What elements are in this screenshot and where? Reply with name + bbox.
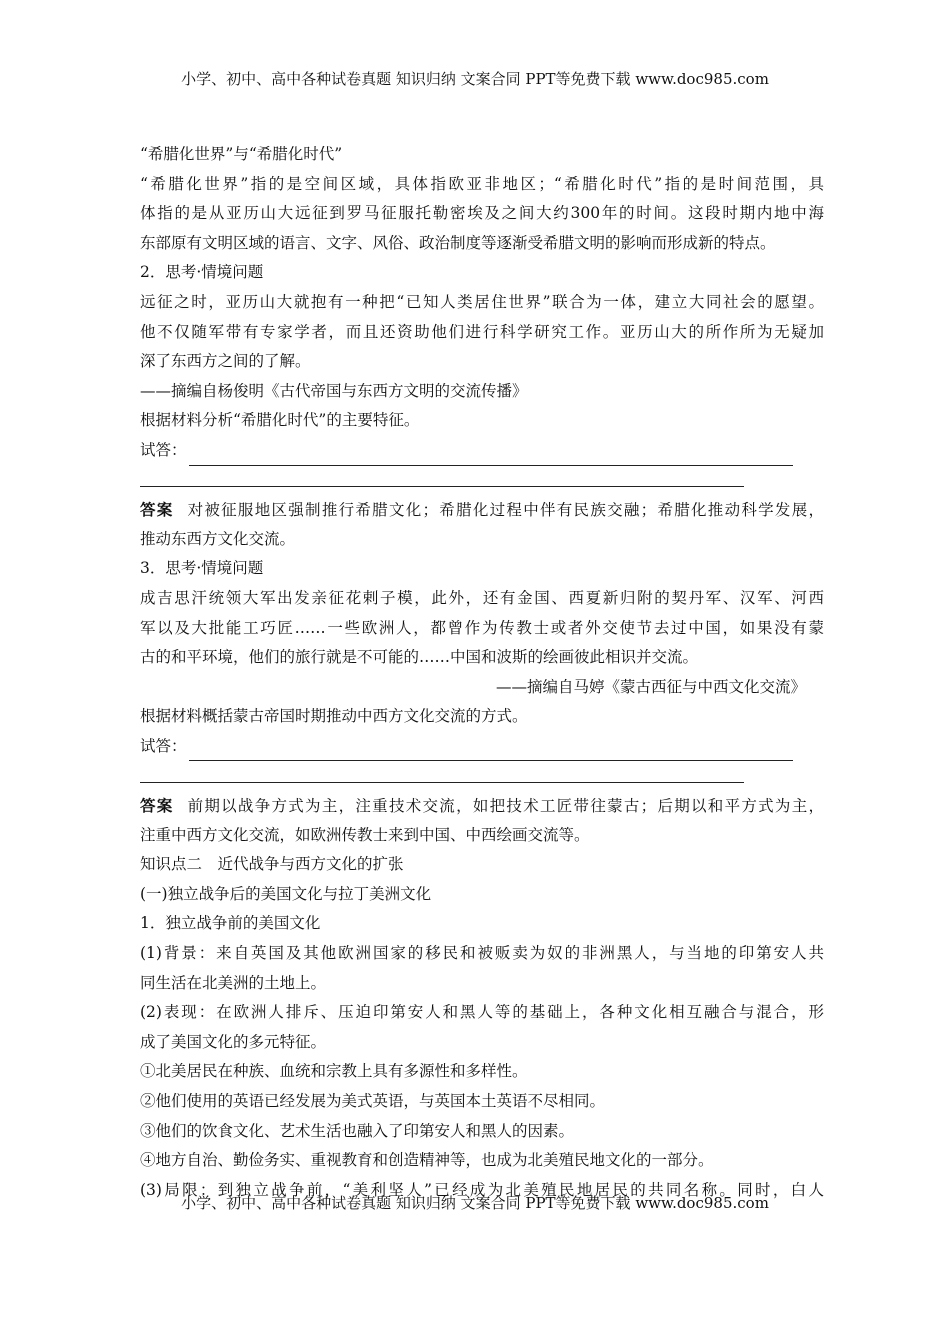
try-answer-label: 试答： bbox=[140, 736, 187, 755]
answer-blank-row bbox=[140, 732, 824, 762]
paragraph-line: 东部原有文明区域的语言、文字、风俗、政治制度等逐渐受希腊文明的影响而形成新的特点。 bbox=[140, 233, 776, 252]
paragraph-line: 成了美国文化的多元特征。 bbox=[140, 1032, 327, 1051]
paragraph-line: 体指的是从亚历山大远征到罗马征服托勒密埃及之间大约300年的时间。这段时期内地中海 bbox=[140, 204, 824, 223]
list-item: ④地方自治、勤俭务实、重视教育和创造精神等，也成为北美殖民地文化的一部分。 bbox=[140, 1151, 714, 1170]
material-line: 他不仅随军带有专家学者，而且还资助他们进行科学研究工作。亚历山大的所作所为无疑加 bbox=[140, 322, 824, 341]
knowledge-point-heading: 知识点二 近代战争与西方文化的扩张 bbox=[140, 855, 404, 874]
paragraph-line: 同生活在北美洲的土地上。 bbox=[140, 973, 327, 992]
answer-blank-line[interactable] bbox=[140, 782, 744, 783]
material-line: 成吉思汗统领大军出发亲征花剌子模，此外，还有金国、西夏新归附的契丹军、汉军、河西 bbox=[140, 588, 824, 607]
material-line: 古的和平环境，他们的旅行就是不可能的……中国和波斯的绘画彼此相识并交流。 bbox=[140, 648, 699, 667]
answer-text: 对被征服地区强制推行希腊文化；希腊化过程中伴有民族交融；希腊化推动科学发展， bbox=[187, 501, 824, 520]
section-title: “希腊化世界”与“希腊化时代” bbox=[140, 145, 343, 163]
list-item: ③他们的饮食文化、艺术生活也融入了印第安人和黑人的因素。 bbox=[140, 1121, 575, 1140]
source-citation: ——摘编自杨俊明《古代帝国与东西方文明的交流传播》 bbox=[140, 381, 528, 400]
source-citation: ——摘编自马婷《蒙古西征与中西文化交流》 bbox=[495, 677, 806, 696]
answer-line bbox=[140, 791, 824, 821]
answer-text: 前期以战争方式为主，注重技术交流，如把技术工匠带往蒙古；后期以和平方式为主， bbox=[187, 797, 824, 816]
question-heading: 3．思考·情境问题 bbox=[140, 559, 264, 578]
answer-blank-row bbox=[140, 466, 824, 496]
question-prompt: 根据材料概括蒙古帝国时期推动中西方文化交流的方式。 bbox=[140, 707, 528, 726]
paragraph-line: (3)局限：到独立战争前，“美利坚人”已经成为北美殖民地居民的共同名称。同时，白人 bbox=[140, 1180, 824, 1199]
material-line: 深了东西方之间的了解。 bbox=[140, 352, 311, 371]
material-line: 军以及大批能工巧匠……一些欧洲人，都曾作为传教士或者外交使节去过中国，如果没有蒙 bbox=[140, 618, 824, 637]
answer-blank-line[interactable] bbox=[189, 445, 793, 466]
answer-label: 答案 bbox=[140, 500, 174, 520]
paragraph-line: (2)表现：在欧洲人排斥、压迫印第安人和黑人等的基础上，各种文化相互融合与混合，形 bbox=[140, 1003, 824, 1022]
answer-label: 答案 bbox=[140, 796, 174, 816]
paragraph-line: “希腊化世界”指的是空间区域，具体指欧亚非地区；“希腊化时代”指的是时间范围，具 bbox=[140, 174, 824, 193]
subsection-heading: (一)独立战争后的美国文化与拉丁美洲文化 bbox=[140, 884, 432, 903]
document-body bbox=[140, 140, 824, 1205]
list-item: ①北美居民在种族、血统和宗教上具有多源性和多样性。 bbox=[140, 1062, 528, 1081]
page-footer: 小学、初中、高中各种试卷真题 知识归纳 文案合同 PPT等免费下载 www.doc985.com bbox=[181, 1194, 769, 1212]
answer-blank-row bbox=[140, 436, 824, 466]
answer-line: 注重中西方文化交流，如欧洲传教士来到中国、中西绘画交流等。 bbox=[140, 825, 590, 844]
answer-blank-line[interactable] bbox=[140, 486, 744, 487]
page-header: 小学、初中、高中各种试卷真题 知识归纳 文案合同 PPT等免费下载 www.doc985.com bbox=[181, 70, 769, 88]
answer-line bbox=[140, 495, 824, 525]
answer-blank-line[interactable] bbox=[189, 740, 793, 761]
paragraph-line: (1)背景：来自英国及其他欧洲国家的移民和被贩卖为奴的非洲黑人，与当地的印第安人共 bbox=[140, 944, 824, 963]
list-item: ②他们使用的英语已经发展为美式英语，与英国本土英语不尽相同。 bbox=[140, 1092, 606, 1110]
question-heading: 2．思考·情境问题 bbox=[140, 263, 264, 282]
question-prompt: 根据材料分析“希腊化时代”的主要特征。 bbox=[140, 411, 420, 430]
material-line: 远征之时，亚历山大就抱有一种把“已知人类居住世界”联合为一体，建立大同社会的愿望。 bbox=[140, 292, 824, 311]
answer-line: 推动东西方文化交流。 bbox=[140, 529, 296, 548]
answer-blank-row bbox=[140, 761, 824, 791]
subsection-heading: 1．独立战争前的美国文化 bbox=[140, 914, 321, 933]
try-answer-label: 试答： bbox=[140, 440, 187, 459]
